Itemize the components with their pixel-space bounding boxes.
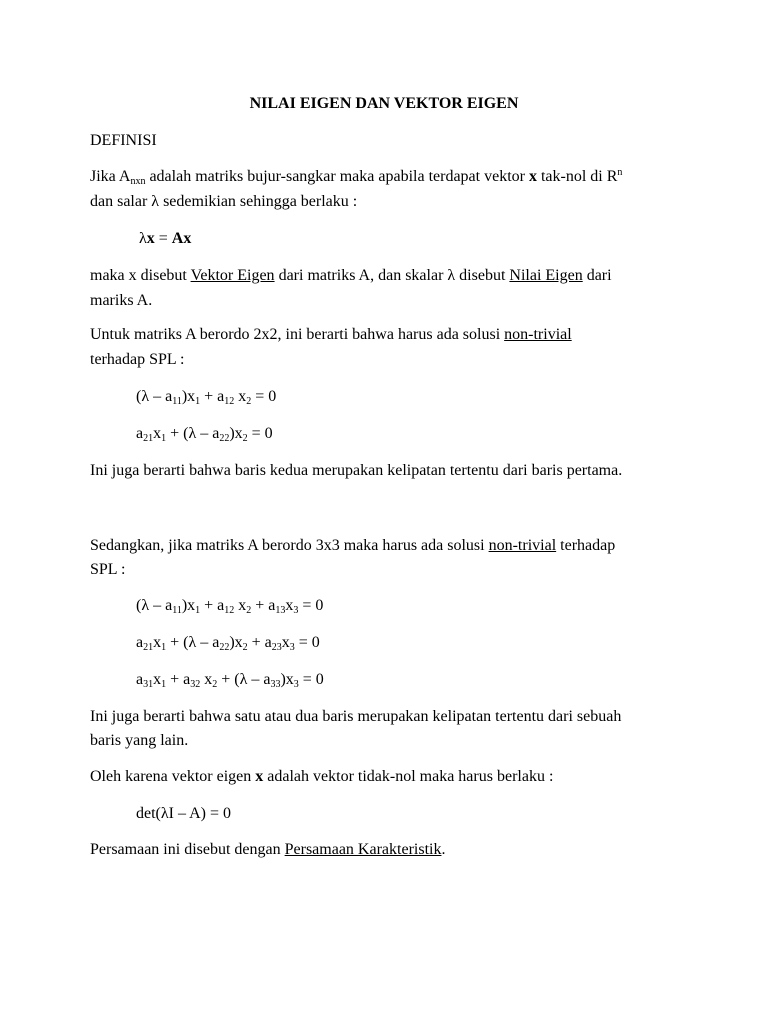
lambda: λ — [139, 230, 147, 247]
eq-part: + a — [166, 671, 191, 688]
eq-part: (λ – a — [136, 597, 173, 614]
case2x2-line-1 — [90, 325, 572, 345]
text-span: Untuk matriks A berordo 2x2, ini berarti bahwa harus ada solusi — [90, 326, 505, 343]
text-span: Jika A — [90, 168, 131, 185]
eq-sub: 32 — [190, 679, 201, 690]
text-span: dari matriks A, dan skalar λ disebut — [274, 267, 510, 284]
text-span: dari — [582, 267, 612, 284]
eq-sub: 2 — [246, 396, 252, 407]
definition-line-3 — [90, 266, 612, 286]
eq-sub: 23 — [271, 642, 282, 653]
eq-sub: 11 — [172, 396, 182, 407]
eq-part: = 0 — [298, 671, 324, 688]
eq-sub: 1 — [161, 642, 167, 653]
eq-sub: 12 — [224, 396, 235, 407]
eigen-equation — [139, 229, 191, 249]
eq-sub: 31 — [143, 679, 154, 690]
text-span: Sedangkan, jika matriks A berordo 3x3 maka harus ada solusi — [90, 537, 489, 554]
page-title: NILAI EIGEN DAN VEKTOR EIGEN — [249, 95, 519, 112]
eq-part: a — [136, 425, 144, 442]
eq-part: )x — [181, 597, 196, 614]
definition-line-1 — [90, 167, 622, 187]
eq-sub: 21 — [143, 642, 154, 653]
spl3-equation-2 — [136, 633, 320, 653]
eq-sub: 3 — [289, 642, 295, 653]
superscript: n — [617, 167, 623, 178]
eq-part: x — [285, 597, 294, 614]
definition-line-2: dan salar λ sedemikian sehingga berlaku : — [90, 193, 358, 210]
eq-part: = 0 — [298, 597, 324, 614]
term-vektor-eigen: Vektor Eigen — [190, 267, 275, 284]
eq-part: x — [153, 425, 162, 442]
eq-sub: 3 — [293, 605, 299, 616]
eq-sub: 1 — [195, 396, 201, 407]
eq-sub: 2 — [246, 605, 252, 616]
subscript: nxn — [130, 176, 146, 187]
spl3-equation-1 — [136, 596, 323, 616]
text-span: Persamaan ini disebut dengan — [90, 841, 285, 858]
spl2-equation-2 — [136, 424, 273, 444]
eq-part: x — [234, 388, 247, 405]
eq-part: )x — [229, 634, 243, 651]
bold-x: x — [146, 230, 155, 247]
case3x3-line-1 — [90, 536, 615, 556]
eq-sub: 2 — [242, 642, 248, 653]
eq-part: )x — [181, 388, 196, 405]
bold-x: x — [528, 168, 537, 185]
eq-part: )x — [280, 671, 294, 688]
eq-part: x — [281, 634, 290, 651]
eq-sub: 3 — [293, 679, 299, 690]
eq-part: + a — [247, 634, 272, 651]
eq-part: = 0 — [294, 634, 320, 651]
eq-sub: 22 — [219, 642, 230, 653]
eq-part: + a — [200, 597, 225, 614]
eq-part: a — [136, 634, 144, 651]
eq-sub: 11 — [172, 605, 182, 616]
eq-part: a — [136, 671, 144, 688]
eq-sub: 22 — [219, 433, 230, 444]
section-heading: DEFINISI — [90, 132, 157, 149]
case3x3-note-1: Ini juga berarti bahwa satu atau dua baris merupakan kelipatan tertentu dari sebuah — [90, 708, 622, 725]
bold-Ax: Ax — [171, 230, 192, 247]
term-persamaan-karakteristik: Persamaan Karakteristik — [284, 841, 442, 858]
text-span: tak-nol di R — [536, 168, 618, 185]
eq-part: + a — [251, 597, 276, 614]
case3x3-note-2: baris yang lain. — [90, 732, 189, 749]
eq-sub: 2 — [242, 433, 248, 444]
eq-part: = 0 — [251, 388, 277, 405]
term-nilai-eigen: Nilai Eigen — [509, 267, 583, 284]
spl2-equation-1 — [136, 387, 276, 407]
spl3-equation-3 — [136, 670, 324, 690]
conclusion-line-2 — [90, 840, 445, 860]
conclusion-line-1 — [90, 767, 553, 787]
eq-sub: 1 — [161, 433, 167, 444]
case3x3-line-2: SPL : — [90, 561, 126, 578]
eq-part: x — [200, 671, 213, 688]
eq-sub: 21 — [143, 433, 154, 444]
eq-part: = 0 — [247, 425, 273, 442]
eq-sub: 1 — [195, 605, 201, 616]
text-span: maka x disebut — [90, 267, 191, 284]
eq-part: (λ – a — [136, 388, 173, 405]
text-span: Oleh karena vektor eigen — [90, 768, 256, 785]
term-non-trivial: non-trivial — [504, 326, 572, 343]
eq-part: x — [153, 671, 162, 688]
eq-part: + (λ – a — [217, 671, 271, 688]
eq-part: )x — [229, 425, 243, 442]
eq-part: + (λ – a — [166, 634, 220, 651]
eq-sub: 33 — [270, 679, 281, 690]
eq-sub: 13 — [275, 605, 286, 616]
eq-part: x — [234, 597, 247, 614]
characteristic-equation: det(λI – A) = 0 — [136, 805, 231, 822]
term-non-trivial: non-trivial — [488, 537, 557, 554]
text-span: terhadap — [556, 537, 616, 554]
equals: = — [154, 230, 172, 247]
case2x2-line-2: terhadap SPL : — [90, 351, 185, 368]
definition-line-4: mariks A. — [90, 292, 153, 309]
case2x2-note: Ini juga berarti bahwa baris kedua merupakan kelipatan tertentu dari baris pertama. — [90, 462, 623, 479]
eq-part: + (λ – a — [166, 425, 220, 442]
bold-x: x — [255, 768, 264, 785]
eq-sub: 12 — [224, 605, 235, 616]
eq-sub: 2 — [212, 679, 218, 690]
eq-part: x — [153, 634, 162, 651]
text-span: adalah vektor tidak-nol maka harus berlaku : — [263, 768, 554, 785]
eq-part: + a — [200, 388, 225, 405]
eq-sub: 1 — [161, 679, 167, 690]
text-span: adalah matriks bujur-sangkar maka apabila terdapat vektor — [145, 168, 529, 185]
text-span: . — [441, 841, 446, 858]
